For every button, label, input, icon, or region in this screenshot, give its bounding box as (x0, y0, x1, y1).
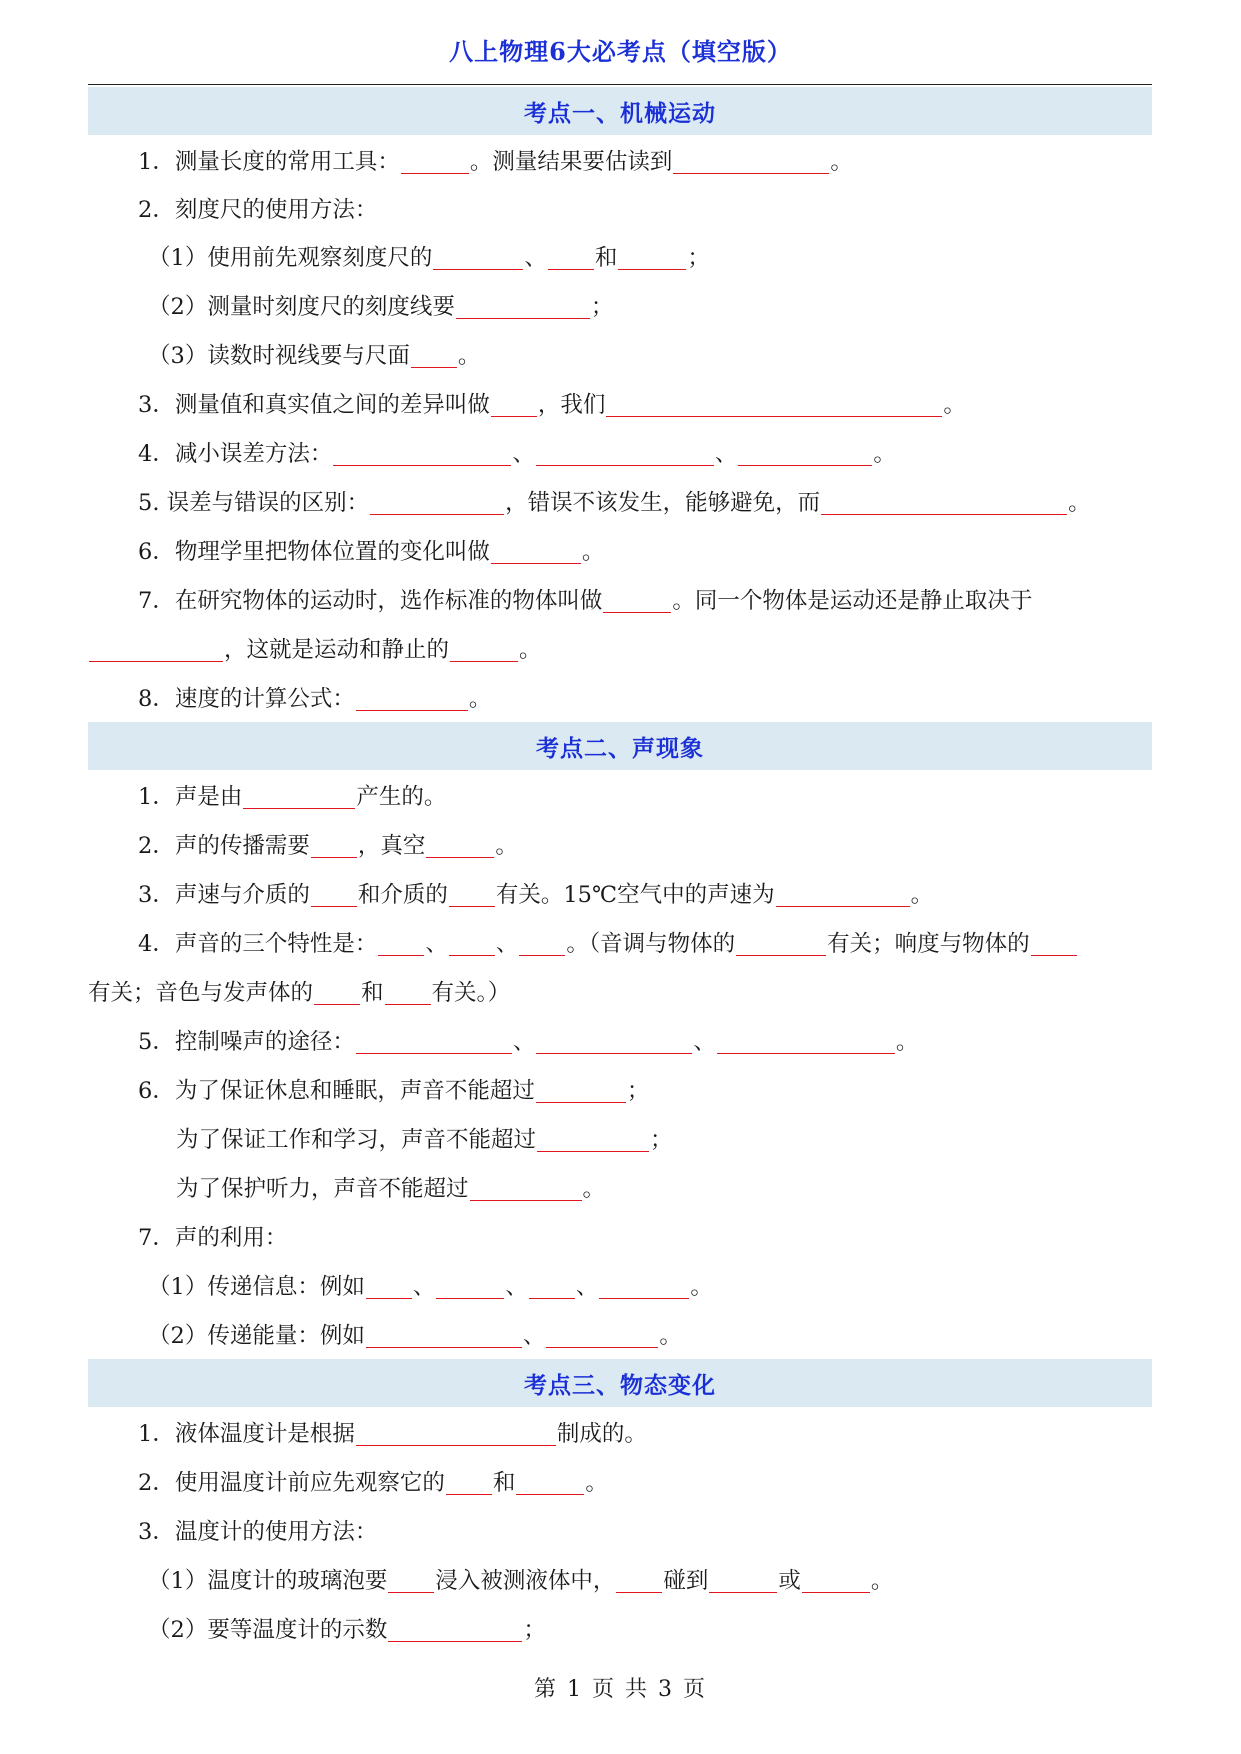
blank-field[interactable] (446, 1472, 492, 1495)
question-line: 2．刻度尺的使用方法： (138, 197, 378, 223)
blank-field[interactable] (470, 1178, 582, 1201)
blank-field[interactable] (516, 1472, 584, 1495)
question-line: 5．控制噪声的途径： 、 、 。 (138, 1029, 919, 1055)
question-line: 1．液体温度计是根据 制成的。 (138, 1421, 647, 1447)
blank-field[interactable] (426, 835, 494, 858)
section-header-1: 考点一、机械运动 (88, 87, 1152, 135)
blank-field[interactable] (388, 1619, 522, 1642)
question-line: （1）传递信息：例如 、 、 、 。 (148, 1274, 713, 1300)
question-line: 4．减小误差方法： 、 、 。 (138, 441, 896, 467)
blank-field[interactable] (821, 492, 1067, 515)
blank-field[interactable] (366, 1325, 522, 1348)
question-line: 7．在研究物体的运动时，选作标准的物体叫做 。同一个物体是运动还是静止取决于 (138, 588, 1033, 614)
question-line: 3．测量值和真实值之间的差异叫做 ，我们 。 (138, 392, 966, 418)
question-line: 为了保证工作和学习，声音不能超过 ； (176, 1127, 673, 1153)
question-line: 3．声速与介质的 和介质的 有关。15℃空气中的声速为 。 (138, 882, 934, 908)
blank-field[interactable] (436, 1276, 504, 1299)
question-line: （3）读数时视线要与尺面 。 (148, 343, 481, 369)
blank-field[interactable] (356, 1423, 556, 1446)
question-line: （2）测量时刻度尺的刻度线要 ； (148, 294, 614, 320)
blank-field[interactable] (456, 296, 590, 319)
question-line: 7．声的利用： (138, 1225, 288, 1251)
question-line: 3．温度计的使用方法： (138, 1519, 378, 1545)
question-line: 6．物理学里把物体位置的变化叫做 。 (138, 539, 605, 565)
blank-field[interactable] (243, 786, 355, 809)
blank-field[interactable] (1031, 933, 1077, 956)
blank-field[interactable] (599, 1276, 689, 1299)
blank-field[interactable] (546, 1325, 658, 1348)
blank-field[interactable] (736, 933, 826, 956)
blank-field[interactable] (388, 1570, 434, 1593)
blank-field[interactable] (311, 835, 357, 858)
section-header-2: 考点二、声现象 (88, 722, 1152, 770)
page-footer: 第 1 页 共 3 页 (534, 1677, 707, 1702)
blank-field[interactable] (356, 688, 468, 711)
blank-field[interactable] (370, 492, 504, 515)
question-line: 5. 误差与错误的区别： ，错误不该发生，能够避免，而 。 (138, 490, 1091, 516)
blank-field[interactable] (311, 884, 357, 907)
blank-field[interactable] (606, 394, 942, 417)
blank-field[interactable] (529, 1276, 575, 1299)
question-line: （2）传递能量：例如 、 。 (148, 1323, 682, 1349)
blank-field[interactable] (519, 933, 565, 956)
blank-field[interactable] (449, 884, 495, 907)
question-line: （1）使用前先观察刻度尺的 、 和 ； (148, 245, 710, 271)
question-line: 6．为了保证休息和睡眠，声音不能超过 ； (138, 1078, 650, 1104)
question-line: 1．声是由 产生的。 (138, 784, 447, 810)
blank-field[interactable] (673, 151, 829, 174)
blank-field[interactable] (536, 1080, 626, 1103)
blank-field[interactable] (356, 1031, 512, 1054)
section-header-3: 考点三、物态变化 (88, 1359, 1152, 1407)
blank-field[interactable] (616, 1570, 662, 1593)
question-line: （1）温度计的玻璃泡要 浸入被测液体中， 碰到 或 。 (148, 1568, 894, 1594)
blank-field[interactable] (314, 982, 360, 1005)
blank-field[interactable] (401, 151, 469, 174)
blank-field[interactable] (385, 982, 431, 1005)
blank-field[interactable] (709, 1570, 777, 1593)
blank-field[interactable] (536, 443, 714, 466)
blank-field[interactable] (491, 394, 537, 417)
question-line: （2）要等温度计的示数 ； (148, 1617, 546, 1643)
blank-field[interactable] (536, 1031, 692, 1054)
blank-field[interactable] (537, 1129, 649, 1152)
blank-field[interactable] (333, 443, 511, 466)
blank-field[interactable] (433, 247, 523, 270)
blank-field[interactable] (618, 247, 686, 270)
blank-field[interactable] (776, 884, 910, 907)
blank-field[interactable] (738, 443, 872, 466)
blank-field[interactable] (548, 247, 594, 270)
blank-field[interactable] (449, 933, 495, 956)
question-line: 4．声音的三个特性是： 、 、 。（音调与物体的 有关；响度与物体的 (88, 920, 1208, 968)
blank-field[interactable] (717, 1031, 895, 1054)
blank-field[interactable] (89, 639, 223, 662)
blank-field[interactable] (603, 590, 671, 613)
question-line: ，这就是运动和静止的 。 (88, 626, 1158, 674)
blank-field[interactable] (411, 345, 457, 368)
question-line: 1．测量长度的常用工具： 。测量结果要估读到 。 (138, 149, 853, 175)
blank-field[interactable] (450, 639, 518, 662)
question-line: 为了保护听力，声音不能超过 。 (176, 1176, 606, 1202)
question-line: 8．速度的计算公式： 。 (138, 686, 492, 712)
blank-field[interactable] (491, 541, 581, 564)
blank-field[interactable] (802, 1570, 870, 1593)
question-line: 2．使用温度计前应先观察它的 和 。 (138, 1470, 608, 1496)
blank-field[interactable] (366, 1276, 412, 1299)
title-rule (88, 84, 1152, 85)
blank-field[interactable] (378, 933, 424, 956)
question-line: 有关；音色与发声体的 和 有关。） (88, 980, 511, 1006)
question-line: 2．声的传播需要 ，真空 。 (138, 833, 518, 859)
document-title: 八上物理6大必考点（填空版） (449, 37, 792, 66)
